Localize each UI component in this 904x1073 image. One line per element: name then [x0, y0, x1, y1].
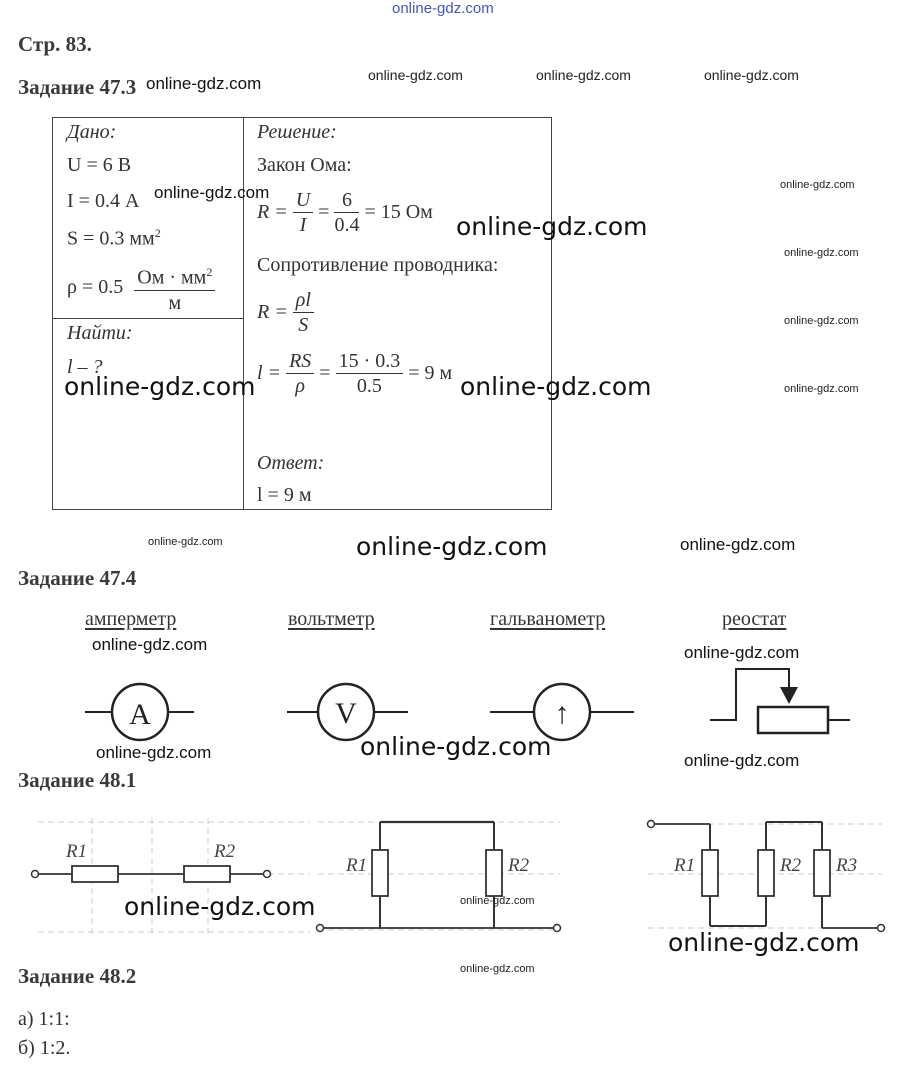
series-r1-label: R1: [66, 841, 88, 862]
task-47-4-title: Задание 47.4: [18, 566, 137, 590]
ammeter-letter: A: [129, 698, 151, 731]
answer-header: Ответ:: [257, 452, 325, 474]
watermark: online-gdz.com: [680, 535, 796, 554]
watermark: online-gdz.com: [92, 635, 208, 654]
task-48-2-title: Задание 48.2: [18, 964, 137, 988]
find-header: Найти:: [67, 322, 133, 344]
watermark: online-gdz.com: [684, 643, 800, 662]
watermark: online-gdz.com: [96, 743, 212, 762]
watermark: online-gdz.com: [64, 372, 256, 401]
task-48-1-title: Задание 48.1: [18, 768, 137, 792]
given-header: Дано:: [67, 121, 117, 143]
series-r2-label: R2: [214, 841, 236, 862]
conductor-resistance-label: Сопротивление проводника:: [257, 254, 499, 276]
answer-a: а) 1:1:: [18, 1008, 70, 1030]
watermark: online-gdz.com: [668, 928, 860, 957]
solution-header: Решение:: [257, 121, 337, 143]
watermark: online-gdz.com: [784, 383, 859, 395]
galvanometer-arrow: ↑: [554, 697, 570, 730]
ohm-law-formula: R = $\frac{U}{I}$ = $\frac{6}{0.4}$ = 15 Ом: [257, 189, 433, 236]
watermark: online-gdz.com: [360, 732, 552, 761]
three-r1-label: R1: [674, 855, 696, 876]
given-resistivity: ρ = 0.5 $\frac{Ом \cdot мм^2}{м}$: [67, 260, 215, 315]
label-ammeter: амперметр: [85, 608, 177, 630]
answer-b: б) 1:2.: [18, 1037, 71, 1059]
parallel2-r2-label: R2: [508, 855, 530, 876]
parallel2-r1-label: R1: [346, 855, 368, 876]
watermark: online-gdz.com: [460, 372, 652, 401]
watermark: online-gdz.com: [456, 212, 648, 241]
watermark: online-gdz.com: [784, 315, 859, 327]
answer-value: l = 9 м: [257, 484, 312, 506]
watermark: online-gdz.com: [148, 536, 223, 548]
table-divider-horizontal: [53, 318, 243, 319]
parallel-circuit-two: [317, 822, 561, 932]
watermark: online-gdz.com: [684, 751, 800, 770]
watermark: online-gdz.com: [784, 247, 859, 259]
watermark: online-gdz.com: [704, 67, 799, 83]
resistance-formula: R = $\frac{\rho l}{S}$: [257, 288, 314, 337]
watermark: online-gdz.com: [356, 532, 548, 561]
ohm-law-label: Закон Ома:: [257, 154, 352, 176]
solution-table: [52, 117, 552, 510]
label-voltmeter: вольтметр: [288, 608, 375, 630]
given-current: I = 0.4 А: [67, 190, 140, 212]
watermark: online-gdz.com: [780, 179, 855, 191]
watermark: online-gdz.com: [460, 895, 535, 907]
find-value: l – ?: [67, 356, 103, 378]
watermark: online-gdz.com: [460, 963, 535, 975]
label-rheostat: реостат: [722, 608, 787, 630]
task-47-3-title: Задание 47.3: [18, 75, 137, 99]
page-label: Стр. 83.: [18, 32, 92, 56]
watermark: online-gdz.com: [154, 183, 270, 202]
top-watermark: online-gdz.com: [392, 0, 494, 17]
rheostat-symbol: [710, 669, 850, 733]
ammeter-symbol: [85, 684, 194, 740]
table-divider-vertical: [243, 118, 244, 509]
three-resistor-circuit: [648, 821, 885, 932]
watermark: online-gdz.com: [124, 892, 316, 921]
watermark: online-gdz.com: [368, 67, 463, 83]
given-area: S = 0.3 $мм^2$: [67, 226, 161, 250]
watermark: online-gdz.com: [536, 67, 631, 83]
watermark: online-gdz.com: [146, 74, 262, 93]
label-galvanometer: гальванометр: [490, 608, 606, 630]
three-r2-label: R2: [780, 855, 802, 876]
length-formula: l = $\frac{RS}{\rho}$ = $\frac{15 \cdot 0.3}{0.5}$ = 9 м: [257, 350, 453, 397]
three-r3-label: R3: [836, 855, 858, 876]
voltmeter-letter: V: [335, 697, 357, 730]
given-voltage: U = 6 В: [67, 154, 132, 176]
